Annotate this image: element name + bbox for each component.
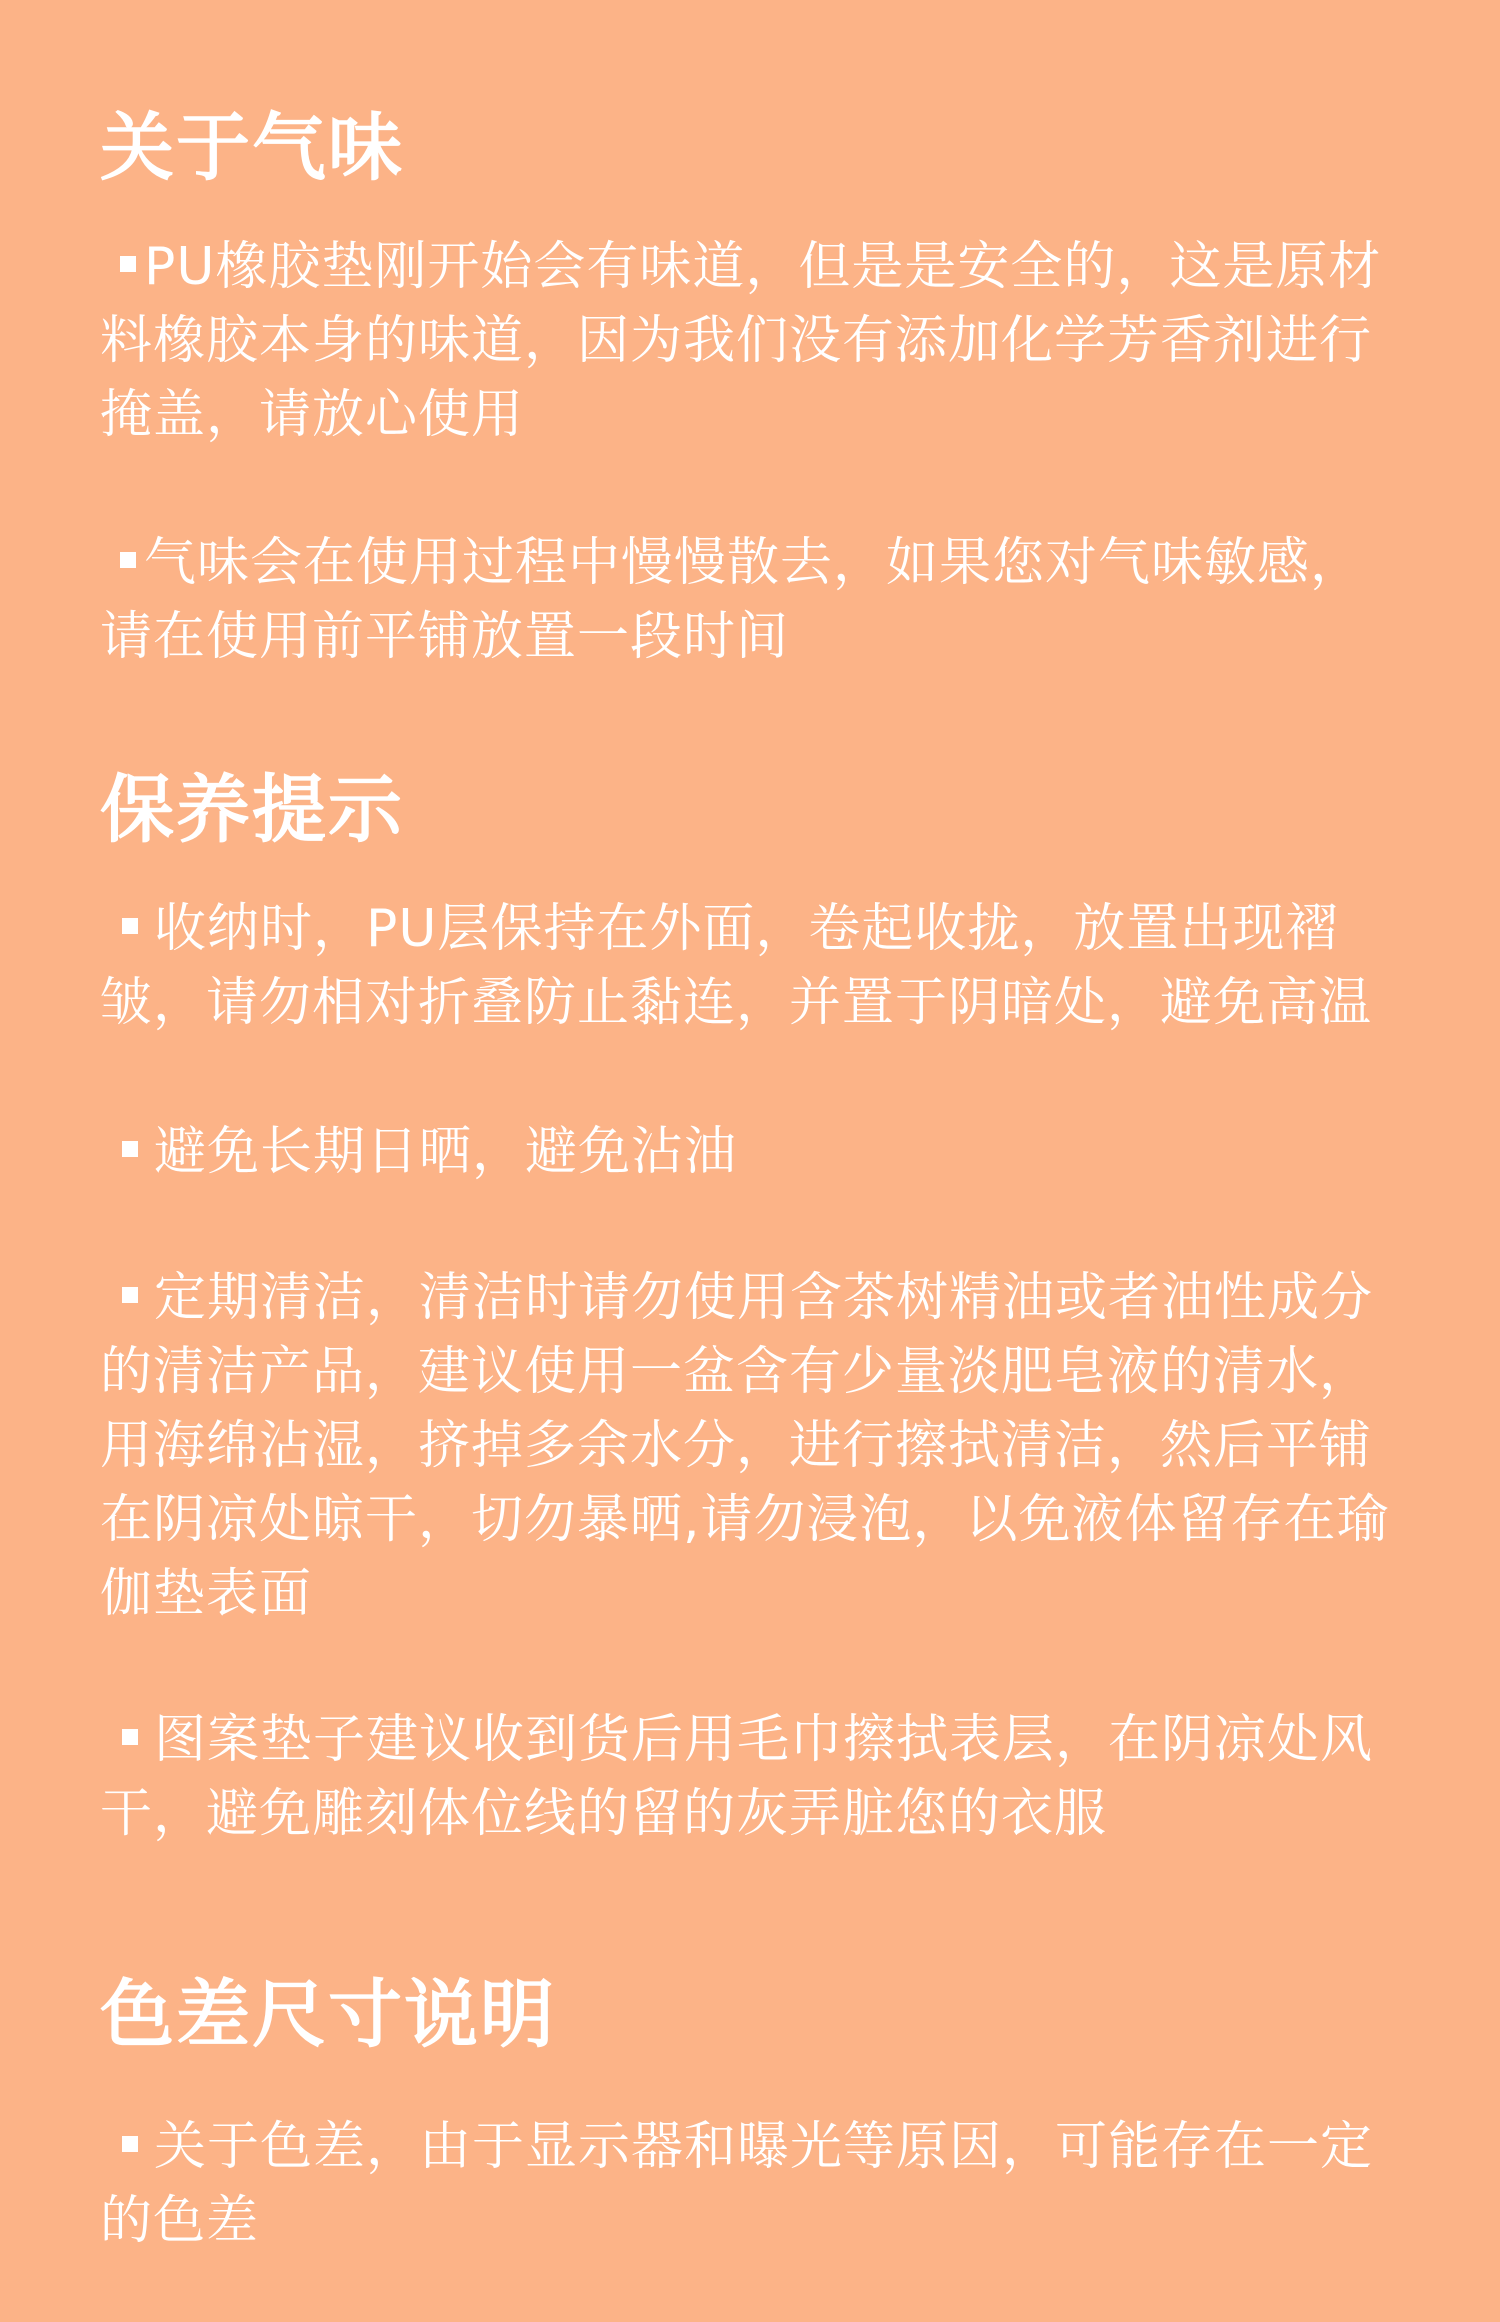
odor-item-1-text: PU橡胶垫刚开始会有味道，但是是安全的，这是原材料橡胶本身的味道，因为我们没有添加化学芳香剂进行掩盖，请放心使用 [100,237,1382,445]
odor-item-1 [100,230,1410,452]
color-size-section-title: 色差尺寸说明 [100,1972,556,2058]
care-item-4-text: 图案垫子建议收到货后用毛巾擦拭表层，在阴凉处风干，避免雕刻体位线的留的灰弄脏您的衣服 [100,1710,1374,1844]
care-item-2 [100,1115,1410,1189]
square-bullet-icon [122,1287,138,1303]
color-size-section [100,1972,1420,2058]
square-bullet-icon [120,256,136,272]
care-item-4 [100,1703,1410,1851]
care-item-3 [100,1261,1410,1631]
odor-item-2 [100,526,1410,674]
square-bullet-icon [120,552,136,568]
square-bullet-icon [122,2136,138,2152]
odor-section [100,105,1420,191]
care-section-title: 保养提示 [100,767,404,853]
color-item-1 [100,2110,1410,2258]
odor-section-title: 关于气味 [100,105,404,191]
square-bullet-icon [122,1141,138,1157]
care-item-2-text: 避免长期日晒，避免沾油 [154,1122,738,1182]
color-item-1-text: 关于色差，由于显示器和曝光等原因，可能存在一定的色差 [100,2117,1374,2251]
care-item-3-text: 定期清洁，清洁时请勿使用含茶树精油或者油性成分的清洁产品，建议使用一盆含有少量淡肥皂液的清水，用海绵沾湿，挤掉多余水分，进行擦拭清洁，然后平铺在阴凉处晾干，切勿暴晒,请勿浸泡，以免液体留存在瑜伽垫表面 [100,1268,1390,1624]
care-item-1-text: 收纳时，PU层保持在外面，卷起收拢，放置出现褶皱，请勿相对折叠防止黏连，并置于阴暗处，避免高温 [100,899,1373,1033]
care-item-1 [100,892,1410,1040]
odor-item-2-text: 气味会在使用过程中慢慢散去，如果您对气味敏感，请在使用前平铺放置一段时间 [100,533,1364,667]
care-section [100,767,1420,853]
square-bullet-icon [122,918,138,934]
square-bullet-icon [122,1729,138,1745]
